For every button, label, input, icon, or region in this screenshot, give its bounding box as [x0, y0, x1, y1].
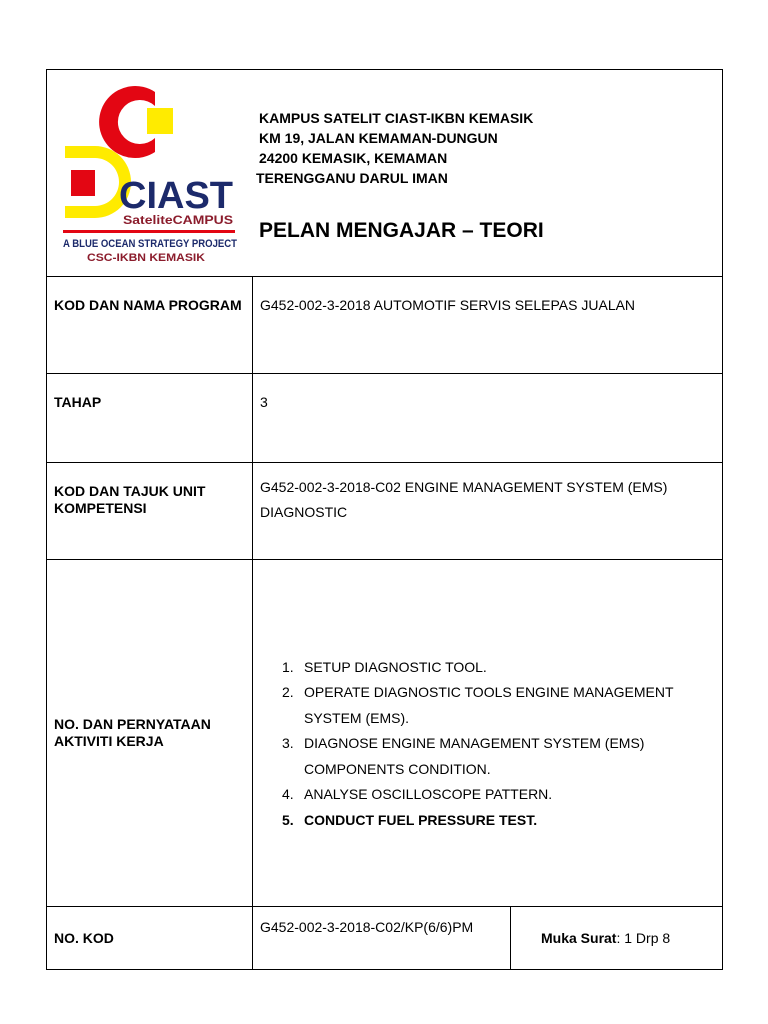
list-item-number: 1. [282, 658, 294, 675]
level-label: TAHAP [47, 374, 253, 463]
list-item-number: 3. [282, 735, 294, 752]
list-item [260, 680, 716, 731]
code-row [47, 907, 723, 970]
list-item [260, 731, 716, 782]
logo-tagline: A BLUE OCEAN STRATEGY PROJECT [63, 238, 238, 250]
unit-value: G452-002-3-2018-C02 ENGINE MANAGEMENT SYSTEM (EMS) DIAGNOSTIC [253, 463, 723, 560]
document-title: PELAN MENGAJAR – TEORI [259, 219, 544, 242]
list-item-number: 5. [282, 811, 294, 828]
list-item-number: 4. [282, 786, 294, 803]
list-item-text: SETUP DIAGNOSTIC TOOL. [304, 658, 487, 675]
ciast-logo [59, 84, 243, 268]
lesson-plan-table [46, 69, 723, 970]
activities-cell [253, 560, 723, 907]
document-header [47, 70, 723, 277]
activities-list [260, 655, 716, 834]
activities-row [47, 560, 723, 907]
program-value: G452-002-3-2018 AUTOMOTIF SERVIS SELEPAS JUALAN [253, 277, 723, 374]
program-row [47, 277, 723, 374]
list-item-text: ANALYSE OSCILLOSCOPE PATTERN. [304, 786, 553, 803]
campus-address [256, 108, 534, 188]
address-line: KM 19, JALAN KEMAMAN-DUNGUN [259, 130, 498, 146]
unit-label: KOD DAN TAJUK UNIT KOMPETENSI [47, 463, 253, 560]
page-number [511, 907, 723, 970]
address-line: KAMPUS SATELIT CIAST-IKBN KEMASIK [259, 110, 534, 126]
list-item-text: OPERATE DIAGNOSTIC TOOLS ENGINE MANAGEMENT SYSTEM (EMS). [304, 684, 674, 726]
logo-yellow-square [147, 108, 173, 134]
list-item [260, 655, 716, 681]
list-item [260, 782, 716, 808]
address-line: TERENGGANU DARUL IMAN [256, 170, 448, 186]
logo-sub-brand: SateliteCAMPUS [123, 213, 233, 227]
level-row [47, 374, 723, 463]
list-item-text: DIAGNOSE ENGINE MANAGEMENT SYSTEM (EMS) COMPONENTS CONDITION. [304, 735, 645, 777]
list-item [260, 808, 716, 834]
logo-wordmark: CIAST [119, 175, 233, 217]
code-label: NO. KOD [47, 907, 253, 970]
address-line: 24200 KEMASIK, KEMAMAN [259, 150, 448, 166]
list-item-number: 2. [282, 684, 294, 701]
logo-campus-tag: CSC-IKBN KEMASIK [87, 252, 206, 264]
unit-row [47, 463, 723, 560]
page-value: : 1 Drp 8 [616, 930, 671, 946]
program-label: KOD DAN NAMA PROGRAM [47, 277, 253, 374]
logo-red-square [71, 170, 95, 196]
level-value: 3 [253, 374, 723, 463]
code-value: G452-002-3-2018-C02/KP(6/6)PM [253, 907, 511, 970]
list-item-text: CONDUCT FUEL PRESSURE TEST. [304, 811, 538, 828]
logo-red-c-shape [99, 86, 155, 158]
page-label: Muka Surat [541, 930, 617, 946]
activities-label: NO. DAN PERNYATAAN AKTIVITI KERJA [47, 560, 253, 907]
logo-red-rule [63, 230, 235, 233]
